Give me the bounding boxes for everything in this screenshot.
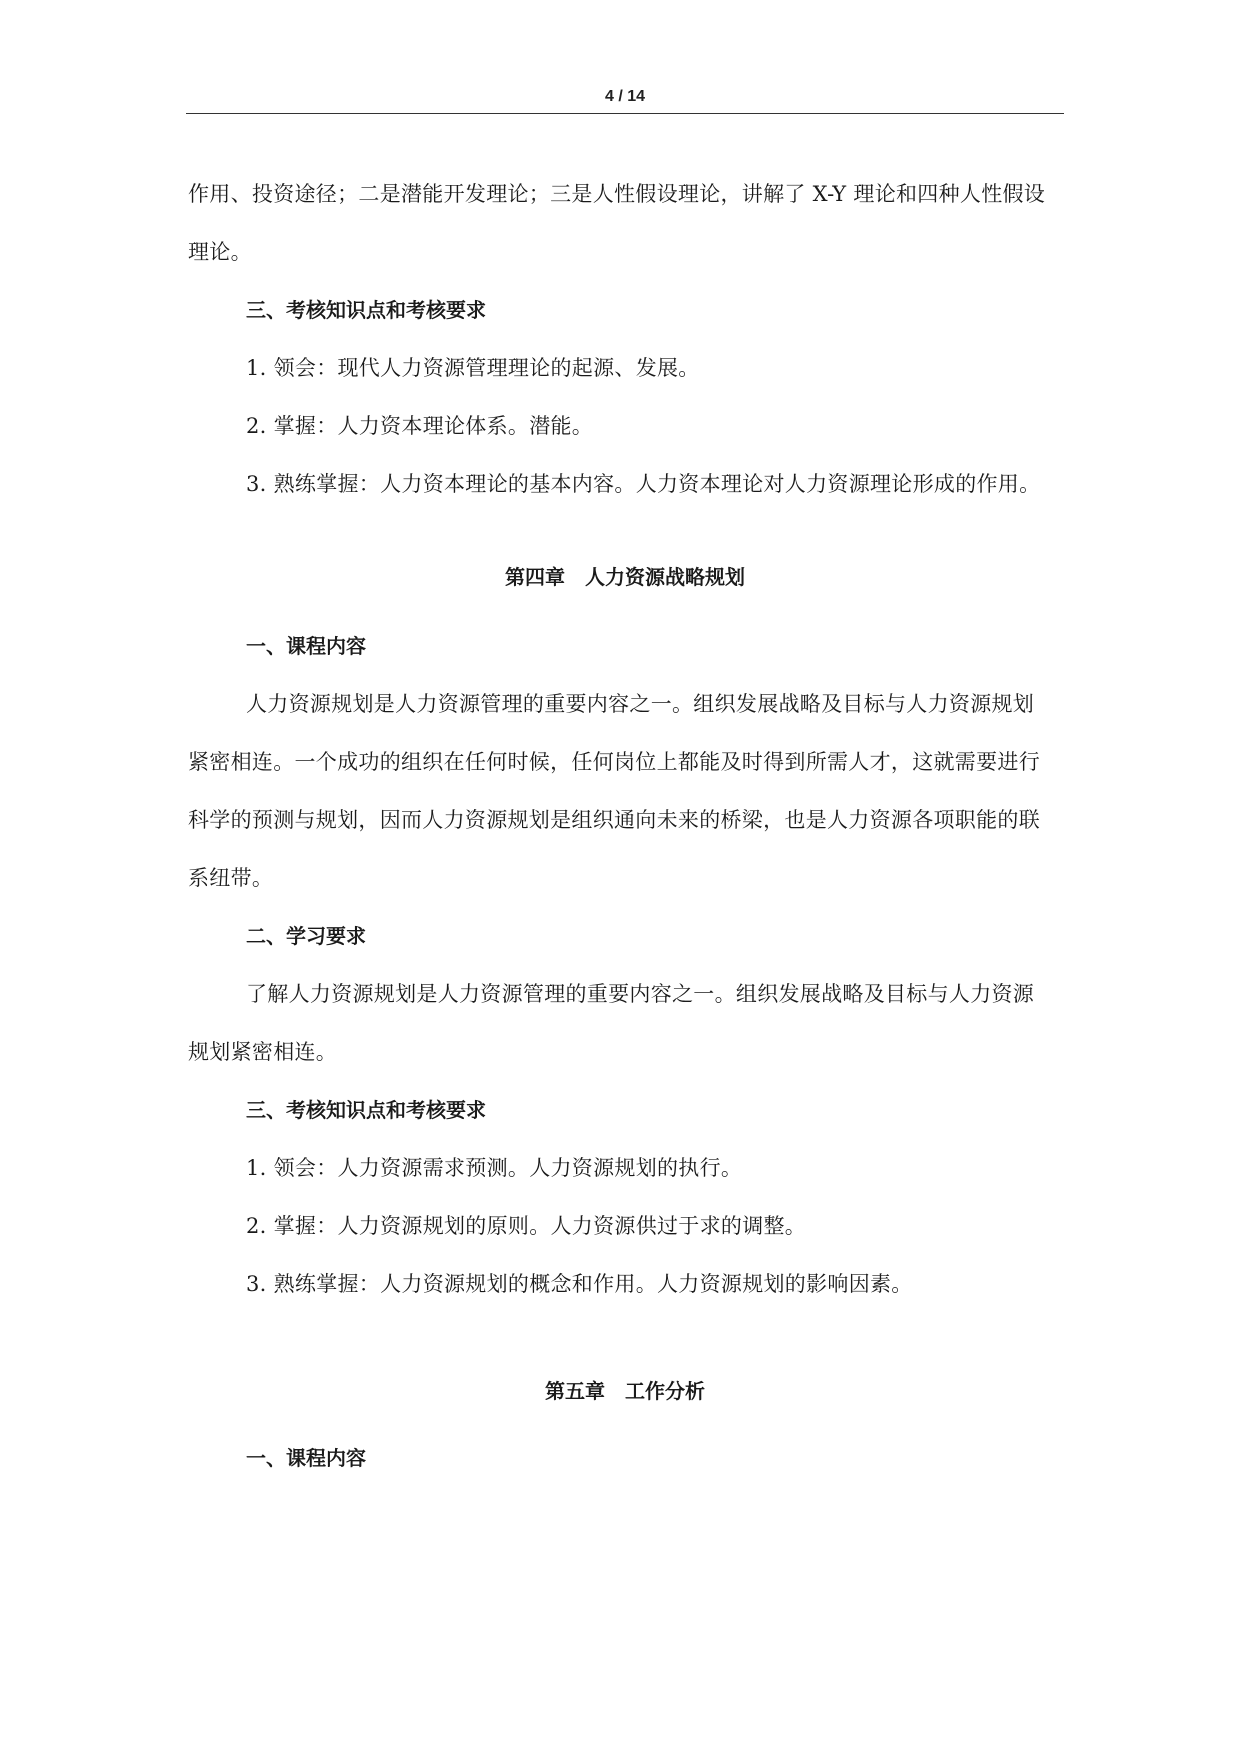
ch3-assessment-heading: 三、考核知识点和考核要求: [246, 298, 486, 322]
intro-line-2: 理论。: [188, 240, 252, 264]
ch4-study-line-1: 了解人力资源规划是人力资源管理的重要内容之一。组织发展战略及目标与人力资源: [246, 982, 1035, 1006]
ch3-assessment-item-1: 1. 领会：现代人力资源管理理论的起源、发展。: [246, 356, 700, 380]
ch4-assessment-item-1: 1. 领会：人力资源需求预测。人力资源规划的执行。: [246, 1156, 743, 1180]
ch4-assessment-heading: 三、考核知识点和考核要求: [246, 1098, 486, 1122]
ch4-study-line-2: 规划紧密相连。: [188, 1040, 338, 1064]
ch3-assessment-item-2: 2. 掌握：人力资本理论体系。潜能。: [246, 414, 594, 438]
intro-line-1: 作用、投资途径；二是潜能开发理论；三是人性假设理论，讲解了 X-Y 理论和四种人性假设: [188, 182, 1046, 206]
ch4-content-line-2: 紧密相连。一个成功的组织在任何时候，任何岗位上都能及时得到所需人才，这就需要进行: [188, 750, 1040, 774]
chapter-5-title: 第五章 工作分析: [545, 1379, 705, 1403]
ch4-assessment-item-3: 3. 熟练掌握：人力资源规划的概念和作用。人力资源规划的影响因素。: [246, 1272, 913, 1296]
chapter-4-title: 第四章 人力资源战略规划: [505, 565, 745, 589]
ch4-content-heading: 一、课程内容: [246, 634, 366, 658]
ch4-content-line-3: 科学的预测与规划，因而人力资源规划是组织通向未来的桥梁，也是人力资源各项职能的联: [188, 808, 1040, 832]
ch4-study-heading: 二、学习要求: [246, 924, 366, 948]
ch5-content-heading: 一、课程内容: [246, 1446, 366, 1470]
ch4-content-line-4: 系纽带。: [188, 866, 274, 890]
page-number: 4 / 14: [604, 88, 646, 105]
ch4-content-line-1: 人力资源规划是人力资源管理的重要内容之一。组织发展战略及目标与人力资源规划: [246, 692, 1035, 716]
ch3-assessment-item-3: 3. 熟练掌握：人力资本理论的基本内容。人力资本理论对人力资源理论形成的作用。: [246, 472, 1041, 496]
header-rule: [186, 113, 1064, 114]
ch4-assessment-item-2: 2. 掌握：人力资源规划的原则。人力资源供过于求的调整。: [246, 1214, 807, 1238]
